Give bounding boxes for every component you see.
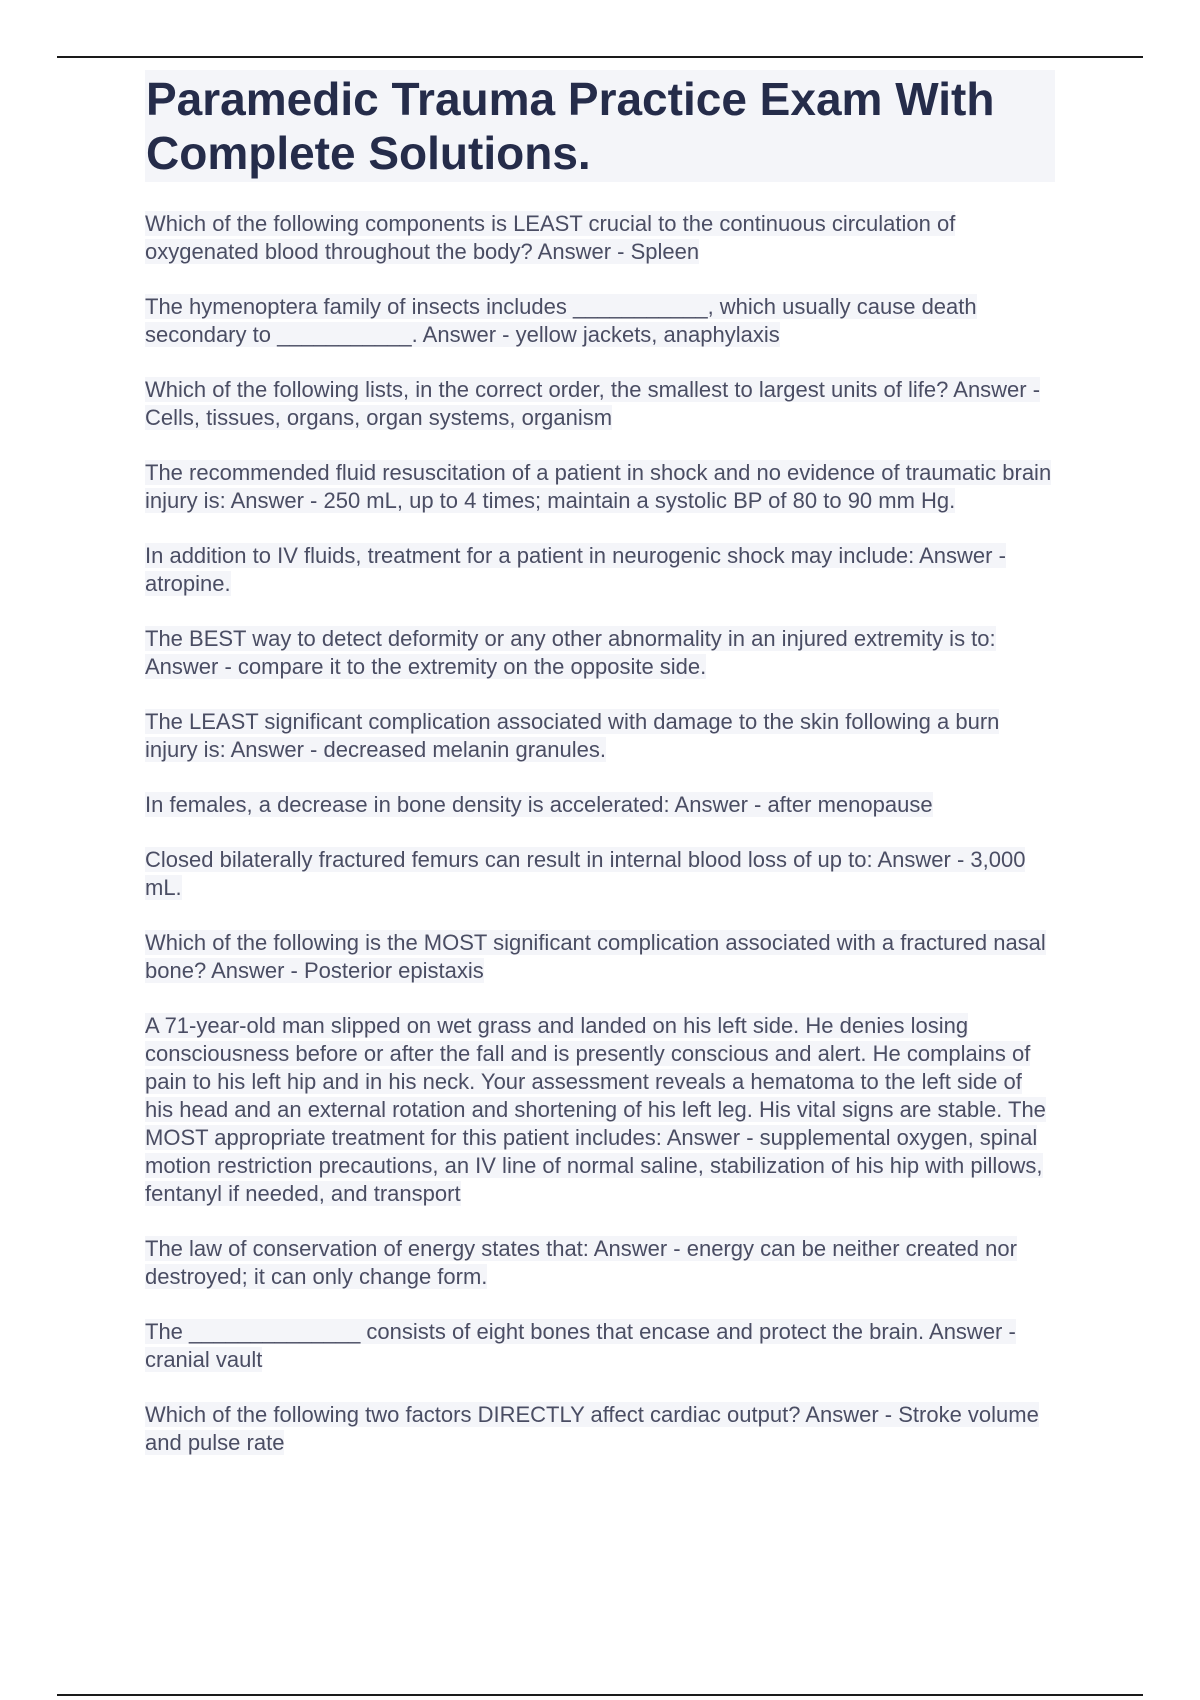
qa-item (145, 708, 1055, 764)
qa-item (145, 1318, 1055, 1374)
qa-text: A 71-year-old man slipped on wet grass and landed on his left side. He denies losing consciousness before or after the fall and is presently conscious and alert. He complains of pain to his left hip and in his neck. Your assessment reveals a hematoma to the left side of his head and an external rotation and shortening of his left leg. His vital signs are stable. The MOST appropriate treatment for this patient includes: Answer - supplemental oxygen, spinal motion restriction precautions, an IV line of normal saline, stabilization of his hip with pillows, fentanyl if needed, and transport (145, 1013, 1046, 1206)
qa-text: In females, a decrease in bone density is accelerated: Answer - after menopause (145, 792, 933, 817)
document-title: Paramedic Trauma Practice Exam With Complete Solutions. (145, 70, 1055, 182)
qa-item (145, 929, 1055, 985)
qa-item (145, 376, 1055, 432)
qa-text: In addition to IV fluids, treatment for a patient in neurogenic shock may include: Answer - atropine. (145, 543, 1006, 596)
qa-item (145, 542, 1055, 598)
qa-item (145, 1012, 1055, 1208)
qa-text: The law of conservation of energy states that: Answer - energy can be neither created nor destroyed; it can only change form. (145, 1236, 1017, 1289)
top-rule (57, 56, 1143, 58)
qa-item (145, 846, 1055, 902)
qa-item (145, 459, 1055, 515)
qa-text: Which of the following is the MOST significant complication associated with a fractured nasal bone? Answer - Posterior epistaxis (145, 930, 1046, 983)
qa-text: The ______________ consists of eight bones that encase and protect the brain. Answer - cranial vault (145, 1319, 1016, 1372)
qa-text: The hymenoptera family of insects includes ___________, which usually cause death secondary to ___________. Answer - yellow jackets, anaphylaxis (145, 294, 977, 347)
qa-text: The LEAST significant complication associated with damage to the skin following a burn injury is: Answer - decreased melanin granules. (145, 709, 1000, 762)
qa-item (145, 293, 1055, 349)
qa-list (145, 210, 1055, 1457)
document-body (145, 70, 1055, 1484)
bottom-rule (57, 1694, 1143, 1696)
qa-text: The BEST way to detect deformity or any other abnormality in an injured extremity is to: Answer - compare it to the extremity on the opposite side. (145, 626, 996, 679)
qa-text: Closed bilaterally fractured femurs can result in internal blood loss of up to: Answer - 3,000 mL. (145, 847, 1026, 900)
qa-item (145, 1235, 1055, 1291)
qa-item (145, 791, 1055, 819)
qa-text: Which of the following two factors DIRECTLY affect cardiac output? Answer - Stroke volume and pulse rate (145, 1402, 1039, 1455)
qa-text: Which of the following components is LEAST crucial to the continuous circulation of oxygenated blood throughout the body? Answer - Spleen (145, 211, 956, 264)
qa-text: The recommended fluid resuscitation of a patient in shock and no evidence of traumatic brain injury is: Answer - 250 mL, up to 4 times; maintain a systolic BP of 80 to 90 mm Hg. (145, 460, 1052, 513)
qa-item (145, 210, 1055, 266)
qa-item (145, 1401, 1055, 1457)
qa-item (145, 625, 1055, 681)
qa-text: Which of the following lists, in the correct order, the smallest to largest units of life? Answer - Cells, tissues, organs, organ systems, organism (145, 377, 1041, 430)
